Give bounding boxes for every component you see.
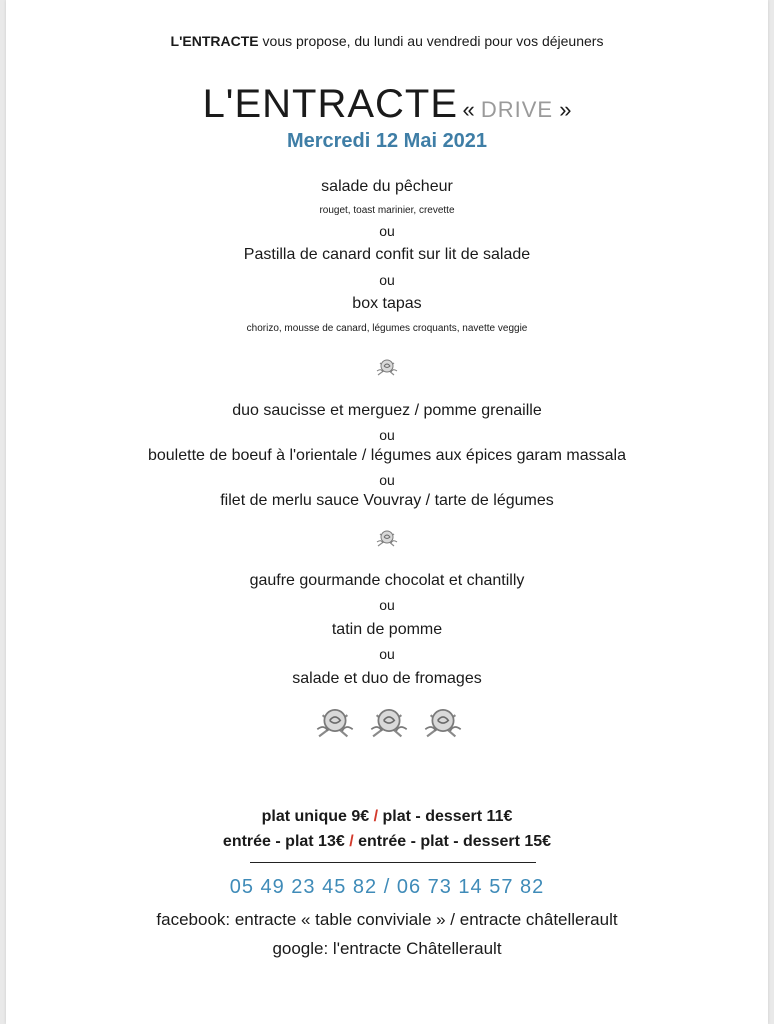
rose-ornament-icon: [420, 704, 466, 744]
price-slash: /: [373, 808, 379, 825]
or-separator: ou: [379, 272, 395, 288]
menu-page: [6, 0, 768, 1024]
title-drive-group: [462, 97, 571, 122]
facebook-line: facebook: entracte « table conviviale » / entracte châtellerault: [156, 910, 618, 929]
or-separator: ou: [379, 646, 395, 662]
google-line: google: l'entracte Châtellerault: [272, 939, 502, 958]
rose-ornament-icon: [374, 357, 400, 379]
entree-1-description: rouget, toast marinier, crevette: [319, 205, 455, 216]
intro-brand: L'ENTRACTE: [170, 33, 259, 49]
title-drive: DRIVE: [480, 97, 554, 122]
price-line-1: [6, 808, 768, 826]
or-separator: ou: [379, 472, 395, 488]
dessert-1: gaufre gourmande chocolat et chantilly: [249, 572, 525, 589]
plat-2: boulette de boeuf à l'orientale / légumes aux épices garam massala: [147, 447, 626, 464]
price-entree-plat: entrée - plat 13€: [222, 833, 350, 850]
dessert-3: salade et duo de fromages: [292, 670, 482, 687]
price-plat-dessert: plat - dessert 11€: [378, 808, 513, 825]
or-separator: ou: [379, 597, 395, 613]
title-brand: L'ENTRACTE: [202, 82, 459, 126]
price-full-menu: entrée - plat - dessert 15€: [353, 833, 552, 850]
or-separator: ou: [379, 427, 395, 443]
rose-ornament-icon: [312, 704, 358, 744]
plat-1: duo saucisse et merguez / pomme grenaille: [232, 402, 542, 419]
rose-ornament-icon: [374, 528, 400, 550]
entree-2: Pastilla de canard confit sur lit de salade: [243, 246, 531, 263]
divider: [250, 862, 536, 863]
title-close-quote: »: [553, 97, 572, 122]
menu-date: Mercredi 12 Mai 2021: [286, 130, 488, 152]
phone-numbers[interactable]: 05 49 23 45 82 / 06 73 14 57 82: [229, 876, 545, 898]
plat-3: filet de merlu sauce Vouvray / tarte de légumes: [220, 492, 554, 509]
price-slash: /: [349, 833, 354, 850]
price-plat-unique: plat unique 9€: [261, 808, 374, 825]
dessert-2: tatin de pomme: [331, 621, 443, 638]
entree-3-description: chorizo, mousse de canard, légumes croquants, navette veggie: [246, 323, 528, 334]
intro-text: vous propose, du lundi au vendredi pour vos déjeuners: [262, 33, 604, 49]
intro-line: [6, 33, 768, 49]
page-title: [6, 82, 768, 127]
or-separator: ou: [379, 223, 395, 239]
title-open-quote: «: [462, 97, 481, 122]
entree-3: box tapas: [352, 295, 422, 312]
rose-ornament-icon: [366, 704, 412, 744]
price-line-2: [6, 833, 768, 851]
entree-1: salade du pêcheur: [321, 178, 453, 195]
